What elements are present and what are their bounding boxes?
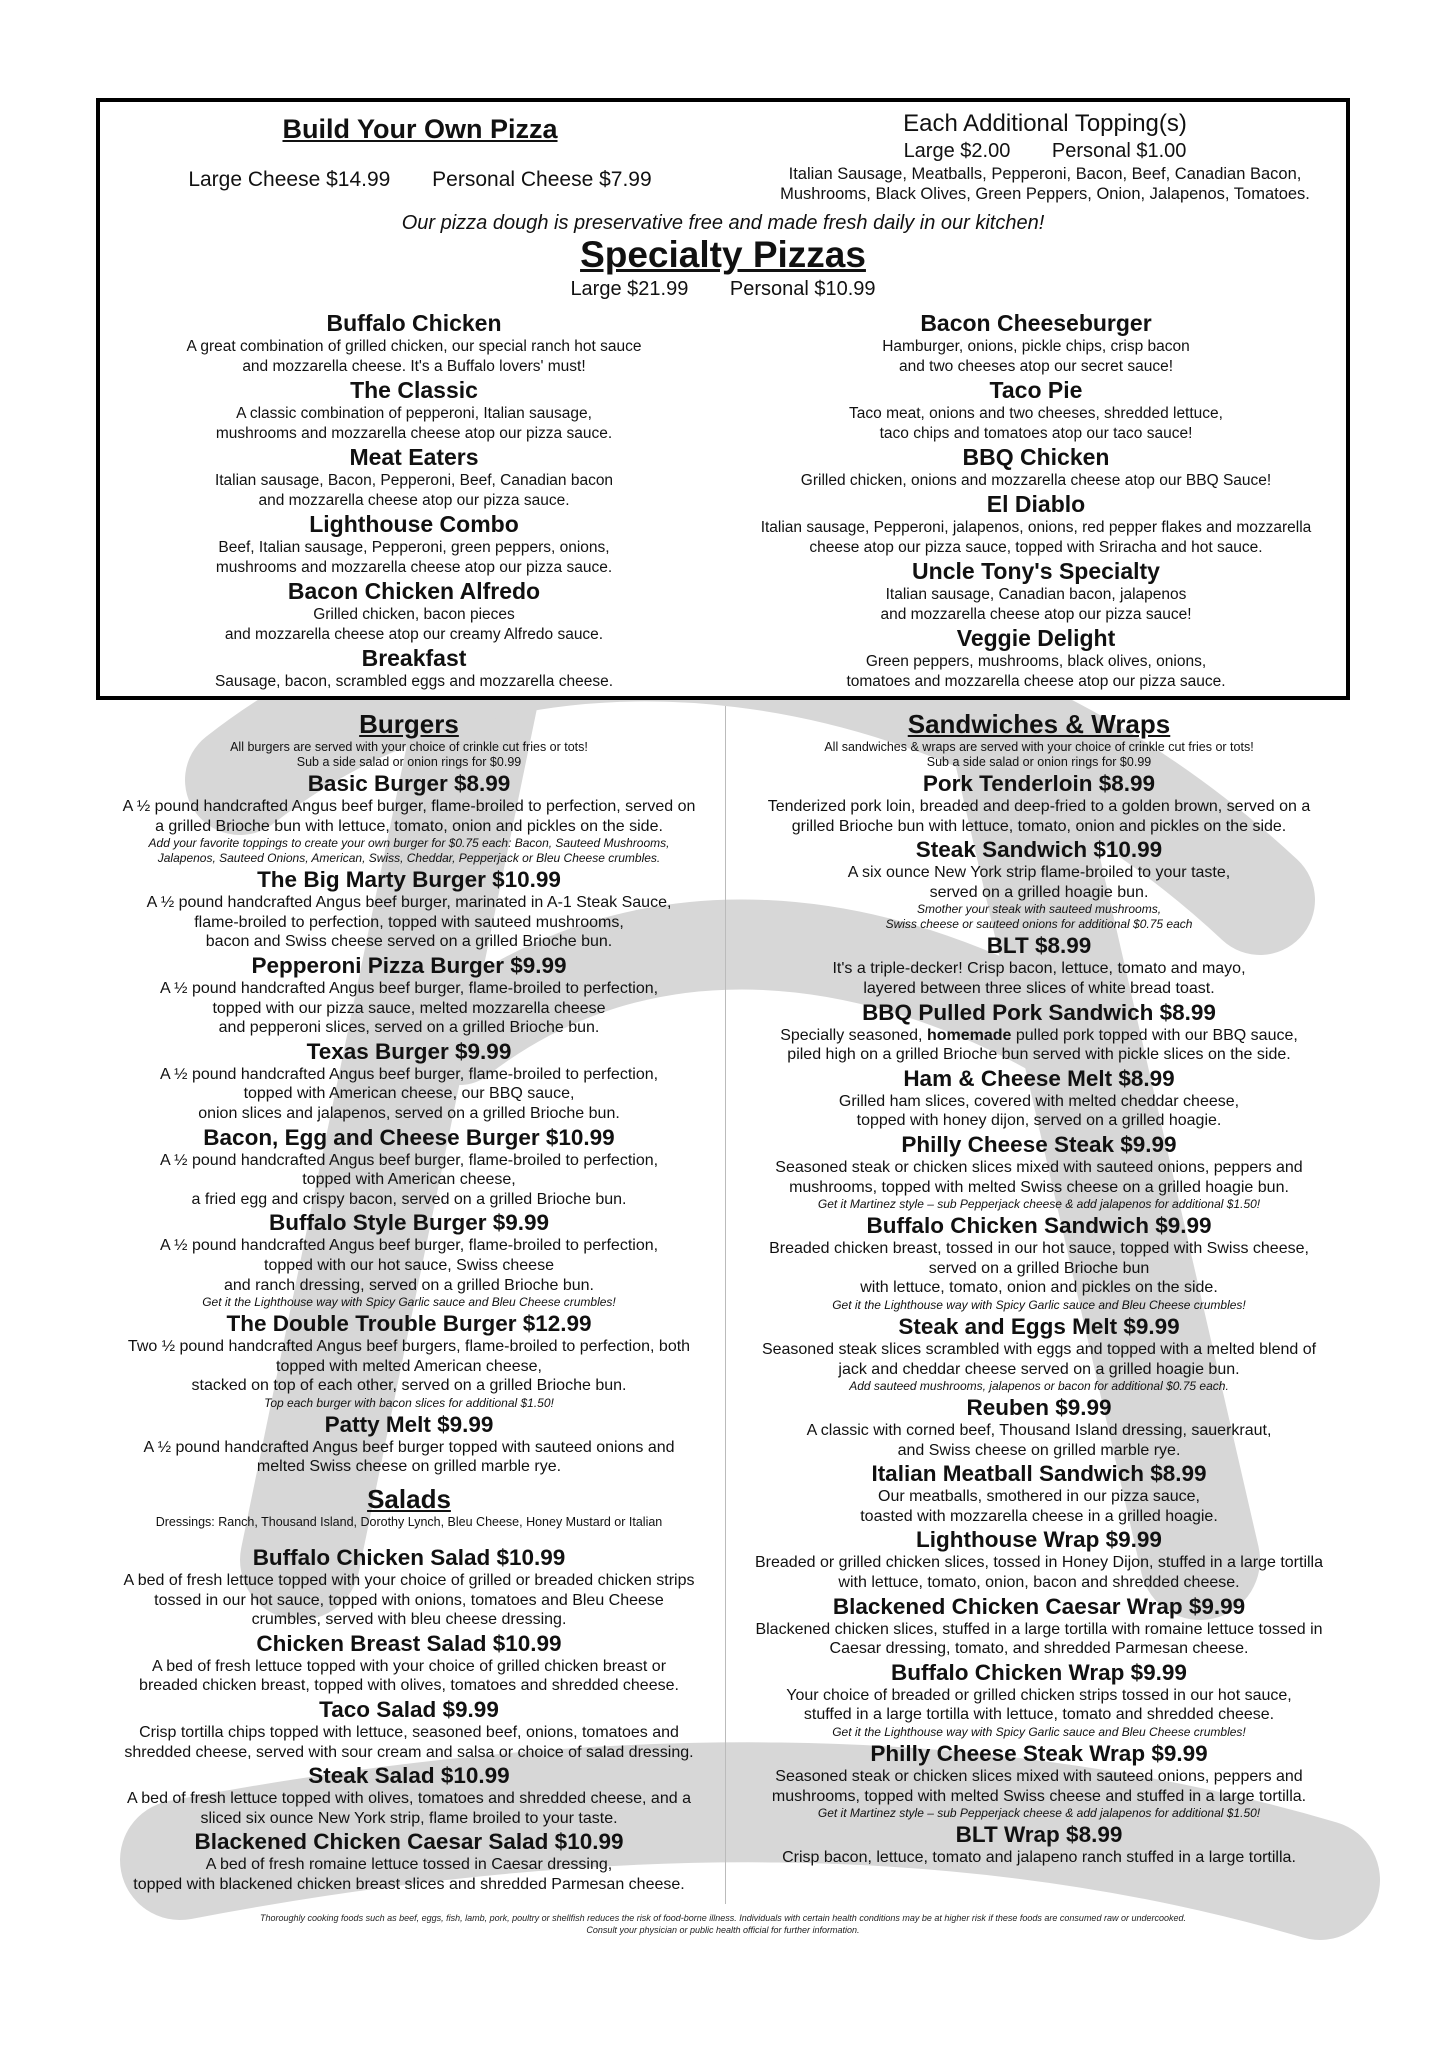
pizza-description: mushrooms and mozzarella cheese atop our pizza sauce. (215, 559, 613, 576)
menu-item (96, 1124, 722, 1210)
pizza-name: Taco Pie (989, 377, 1083, 403)
menu-item (96, 1544, 722, 1630)
specialty-pizza-item (730, 377, 1342, 444)
pizza-description: cheese atop our pizza sauce, topped with Sriracha and hot sauce. (809, 539, 1263, 556)
toppings-list (740, 164, 1350, 204)
item-description: topped with American cheese, our BBQ sauce, (243, 1085, 575, 1103)
pizza-description: Grilled chicken, bacon pieces (313, 606, 515, 623)
item-description: jack and cheddar cheese served on a grilled hoagie bun. (838, 1360, 1240, 1378)
item-name-price: The Big Marty Burger $10.99 (257, 867, 561, 893)
large-cheese-price: Large Cheese $14.99 (188, 168, 391, 191)
item-name-price: Texas Burger $9.99 (306, 1038, 512, 1064)
salads-title: Salads (367, 1484, 451, 1515)
pizza-description: Italian sausage, Bacon, Pepperoni, Beef, Canadian bacon (214, 472, 614, 489)
topping-large-price: Large $2.00 (903, 140, 1011, 162)
pizza-name: Bacon Chicken Alfredo (287, 578, 541, 604)
item-description: A bed of fresh romaine lettuce tossed in Caesar dressing, (205, 1856, 613, 1874)
item-name-price: Steak Salad $10.99 (308, 1763, 510, 1789)
menu-item (728, 1821, 1350, 1868)
item-description: A ½ pound handcrafted Angus beef burger, flame-broiled to perfection, (159, 1065, 659, 1083)
burgers-title: Burgers (359, 709, 459, 739)
item-name-price: Pork Tenderloin $8.99 (922, 771, 1156, 796)
pizza-description: Italian sausage, Canadian bacon, jalapenos (885, 586, 1187, 603)
item-name-price: Italian Meatball Sandwich $8.99 (871, 1461, 1207, 1487)
personal-cheese-price: Personal Cheese $7.99 (432, 168, 652, 191)
item-description: and ranch dressing, served on a grilled Brioche bun. (224, 1276, 594, 1294)
item-description: A six ounce New York strip flame-broiled to your taste, (847, 864, 1231, 882)
item-name-price: Buffalo Chicken Wrap $9.99 (891, 1659, 1187, 1685)
item-description: stacked on top of each other, served on a grilled Brioche bun. (191, 1377, 627, 1395)
menu-item (728, 770, 1350, 836)
item-name-price: Taco Salad $9.99 (319, 1697, 499, 1723)
item-description: stuffed in a large tortilla with lettuce, tomato and shredded cheese. (803, 1706, 1275, 1724)
item-description: piled high on a grilled Brioche bun served with pickle slices on the side. (787, 1046, 1291, 1064)
item-name-price: Basic Burger $8.99 (307, 771, 511, 796)
sandwich-list (728, 770, 1350, 1868)
item-description: A ½ pound handcrafted Angus beef burger, flame-broiled to perfection, served on (122, 798, 696, 815)
pizza-name: The Classic (350, 377, 478, 403)
item-description: Caesar dressing, tomato, and shredded Parmesan cheese. (829, 1640, 1249, 1658)
disclaimer-line: Consult your physician or public health official for further information. (586, 1925, 860, 1935)
menu-item (728, 836, 1350, 932)
item-description: A bed of fresh lettuce topped with olives, tomatoes and shredded cheese, and a (127, 1790, 691, 1808)
item-description: A bed of fresh lettuce topped with your choice of grilled chicken breast or (151, 1657, 667, 1675)
item-description: with lettuce, tomato, onion and pickles on the side. (860, 1279, 1218, 1297)
item-description: melted Swiss cheese on grilled marble rye. (256, 1458, 562, 1476)
item-description: mushrooms, topped with melted Swiss cheese on a grilled hoagie bun. (789, 1178, 1289, 1196)
specialty-pizza-item (730, 625, 1342, 692)
item-upgrade-note: Add sauteed mushrooms, jalapenos or bacon for additional $0.75 each. (849, 1379, 1229, 1394)
item-description: Crisp bacon, lettuce, tomato and jalapeno ranch stuffed in a large tortilla. (782, 1849, 1296, 1867)
burgers-note: Sub a side salad or onion rings for $0.99 (296, 755, 522, 769)
item-description: A classic with corned beef, Thousand Island dressing, sauerkraut, (806, 1422, 1272, 1440)
pizza-name: Meat Eaters (349, 444, 479, 470)
pizza-description: taco chips and tomatoes atop our taco sauce! (879, 425, 1193, 442)
food-safety-disclaimer (96, 1912, 1350, 1936)
specialty-pizza-item (730, 444, 1342, 491)
item-description: a fried egg and crispy bacon, served on a grilled Brioche bun. (191, 1190, 627, 1208)
item-description: tossed in our hot sauce, topped with onions, tomatoes and Bleu Cheese (154, 1591, 664, 1609)
specialty-pizzas-right-column (730, 310, 1342, 692)
pizza-description: A classic combination of pepperoni, Italian sausage, (236, 405, 592, 422)
item-description: It's a triple-decker! Crisp bacon, lettuce, tomato and mayo, (832, 960, 1246, 978)
item-name-price: Blackened Chicken Caesar Wrap $9.99 (832, 1593, 1246, 1619)
item-name-price: BLT Wrap $8.99 (955, 1822, 1123, 1848)
item-upgrade-note: Add your favorite toppings to create your own burger for $0.75 each: Bacon, Sauteed Mushrooms, (148, 836, 670, 851)
item-description: toasted with mozzarella cheese in a grilled hoagie. (860, 1507, 1218, 1525)
specialty-pizza-item (730, 310, 1342, 377)
salad-list (96, 1544, 722, 1895)
item-description: layered between three slices of white bread toast. (863, 979, 1215, 997)
item-name-price: Steak and Eggs Melt $9.99 (898, 1313, 1180, 1339)
pizza-name: Bacon Cheeseburger (920, 310, 1152, 336)
item-description: Seasoned steak or chicken slices mixed with sauteed onions, peppers and (775, 1158, 1303, 1176)
menu-item (96, 1411, 722, 1477)
menu-item (728, 1740, 1350, 1821)
menu-item (96, 1310, 722, 1411)
toppings-prices (740, 140, 1350, 163)
item-name-price: Bacon, Egg and Cheese Burger $10.99 (203, 1124, 615, 1150)
item-upgrade-note: Swiss cheese or sauteed onions for additional $0.75 each (885, 917, 1193, 932)
menu-item (96, 866, 722, 952)
column-divider (725, 706, 726, 1904)
item-description: a grilled Brioche bun with lettuce, tomato, onion and pickles on the side. (155, 817, 663, 835)
item-name-price: Blackened Chicken Caesar Salad $10.99 (194, 1829, 624, 1855)
left-column (96, 708, 722, 1895)
menu-item (96, 1209, 722, 1310)
item-description: topped with blackened chicken breast slices and shredded Parmesan cheese. (133, 1876, 685, 1893)
item-description: and pepperoni slices, served on a grilled Brioche bun. (218, 1019, 600, 1037)
item-description: flame-broiled to perfection, topped with sauteed mushrooms, (194, 913, 624, 931)
specialty-prices (100, 278, 1346, 301)
item-description: grilled Brioche bun with lettuce, tomato, onion and pickles on the side. (791, 817, 1287, 835)
specialty-pizza-item (730, 491, 1342, 558)
specialty-pizza-item (114, 511, 714, 578)
toppings-list-line: Mushrooms, Black Olives, Green Peppers, Onion, Jalapenos, Tomatoes. (780, 185, 1310, 203)
specialty-large-price: Large $21.99 (570, 278, 689, 300)
pizza-description: Green peppers, mushrooms, black olives, onions, (865, 653, 1207, 670)
item-name-price: Philly Cheese Steak $9.99 (901, 1131, 1177, 1157)
item-description: mushrooms, topped with melted Swiss cheese and stuffed in a large tortilla. (771, 1787, 1307, 1805)
sandwiches-wraps-title: Sandwiches & Wraps (907, 709, 1171, 739)
pizza-description: tomatoes and mozzarella cheese atop our pizza sauce. (846, 673, 1226, 690)
item-name-price: The Double Trouble Burger $12.99 (226, 1311, 592, 1337)
item-description: Tenderized pork loin, breaded and deep-fried to a golden brown, served on a (767, 798, 1311, 815)
item-name-price: Chicken Breast Salad $10.99 (256, 1630, 562, 1656)
menu-item (96, 1630, 722, 1696)
toppings-title: Each Additional Topping(s) (903, 110, 1187, 137)
item-description: A ½ pound handcrafted Angus beef burger, flame-broiled to perfection, (159, 979, 659, 997)
pizza-description: and mozzarella cheese. It's a Buffalo lovers' must! (242, 358, 586, 375)
item-name-price: Buffalo Chicken Salad $10.99 (252, 1545, 566, 1571)
item-name-price: Buffalo Style Burger $9.99 (268, 1210, 550, 1236)
sandwiches-note: Sub a side salad or onion rings for $0.99 (926, 755, 1152, 769)
item-description: sliced six ounce New York strip, flame broiled to your taste. (200, 1809, 618, 1827)
item-description: served on a grilled hoagie bun. (929, 883, 1149, 901)
pizza-description: Beef, Italian sausage, Pepperoni, green peppers, onions, (218, 539, 610, 556)
pizza-name: Uncle Tony's Specialty (912, 558, 1160, 584)
item-description: topped with melted American cheese, (276, 1357, 542, 1375)
item-description: served on a grilled Brioche bun (928, 1259, 1150, 1277)
item-description: bacon and Swiss cheese served on a grilled Brioche bun. (205, 933, 613, 951)
menu-item (728, 1460, 1350, 1526)
item-description: Blackened chicken slices, stuffed in a large tortilla with romaine lettuce tossed in (755, 1620, 1323, 1638)
build-your-own-title: Build Your Own Pizza (282, 114, 558, 144)
item-description: Crisp tortilla chips topped with lettuce, seasoned beef, onions, tomatoes and (139, 1724, 679, 1742)
pizza-description: Sausage, bacon, scrambled eggs and mozzarella cheese. (214, 673, 614, 690)
item-description: Specially seasoned, homemade pulled pork topped with our BBQ sauce, (780, 1026, 1298, 1044)
pizza-description: Taco meat, onions and two cheeses, shredded lettuce, (849, 405, 1223, 422)
item-name-price: Philly Cheese Steak Wrap $9.99 (870, 1741, 1208, 1767)
build-your-own-prices (100, 168, 740, 192)
item-description: A ½ pound handcrafted Angus beef burger, flame-broiled to perfection, (159, 1151, 659, 1169)
menu-item (96, 952, 722, 1038)
item-upgrade-note: Top each burger with bacon slices for additional $1.50! (264, 1395, 554, 1410)
menu-item (728, 1526, 1350, 1592)
item-name-price: Lighthouse Wrap $9.99 (916, 1527, 1162, 1553)
item-name-price: BLT $8.99 (986, 933, 1092, 959)
item-description: A ½ pound handcrafted Angus beef burger, marinated in A-1 Steak Sauce, (146, 894, 672, 912)
pizza-description: and mozzarella cheese atop our pizza sauce. (258, 492, 570, 509)
item-upgrade-note: Get it Martinez style – sub Pepperjack cheese & add jalapenos for additional $1.50! (817, 1197, 1261, 1212)
pizza-description: Italian sausage, Pepperoni, jalapenos, onions, red pepper flakes and mozzarella (760, 519, 1312, 536)
specialty-pizza-item (114, 377, 714, 444)
item-description: Seasoned steak slices scrambled with eggs and topped with a melted blend of (761, 1340, 1317, 1358)
item-description: Breaded chicken breast, tossed in our hot sauce, topped with Swiss cheese, (769, 1240, 1309, 1258)
disclaimer-line: Thoroughly cooking foods such as beef, eggs, fish, lamb, pork, poultry or shellfish reduces the risk of food-borne illness. Individuals with certain health conditions may be at higher risk if these foods are consumed raw or undercooked. (260, 1913, 1186, 1923)
pizza-description: Grilled chicken, onions and mozzarella cheese atop our BBQ Sauce! (800, 472, 1272, 489)
pizza-section-box (96, 98, 1350, 700)
item-description: topped with our pizza sauce, melted mozzarella cheese (212, 999, 606, 1017)
specialty-pizza-item (114, 310, 714, 377)
item-description: topped with American cheese, (302, 1171, 516, 1189)
pizza-description: and mozzarella cheese atop our creamy Alfredo sauce. (224, 626, 604, 643)
item-description: shredded cheese, served with sour cream and salsa or choice of salad dressing. (124, 1743, 694, 1761)
item-upgrade-note: Jalapenos, Sauteed Onions, American, Swiss, Cheddar, Pepperjack or Bleu Cheese crumbles. (157, 851, 661, 866)
item-name-price: Steak Sandwich $10.99 (915, 837, 1163, 863)
specialty-pizza-item (114, 444, 714, 511)
item-description: breaded chicken breast, topped with olives, tomatoes and shredded cheese. (139, 1677, 679, 1695)
item-description: Grilled ham slices, covered with melted cheddar cheese, (838, 1092, 1240, 1110)
menu-item (96, 770, 722, 866)
item-description: topped with honey dijon, served on a grilled hoagie. (856, 1112, 1222, 1130)
menu-item (728, 1394, 1350, 1460)
pizza-description: and two cheeses atop our secret sauce! (899, 358, 1173, 375)
item-description: A ½ pound handcrafted Angus beef burger topped with sauteed onions and (143, 1438, 675, 1456)
toppings-list-line: Italian Sausage, Meatballs, Pepperoni, Bacon, Beef, Canadian Bacon, (788, 165, 1302, 183)
item-description: and Swiss cheese on grilled marble rye. (897, 1441, 1181, 1459)
menu-item (728, 1065, 1350, 1131)
item-description: Your choice of breaded or grilled chicken strips tossed in our hot sauce, (786, 1686, 1292, 1704)
menu-item (96, 1828, 722, 1894)
pizza-description: Hamburger, onions, pickle chips, crisp bacon (882, 338, 1190, 355)
item-description: A bed of fresh lettuce topped with your choice of grilled or breaded chicken strips (123, 1572, 695, 1590)
dough-note: Our pizza dough is preservative free and made fresh daily in our kitchen! (401, 212, 1045, 234)
pizza-name: El Diablo (986, 491, 1086, 517)
specialty-pizza-item (114, 645, 714, 692)
topping-personal-price: Personal $1.00 (1051, 140, 1187, 162)
menu-item (728, 1659, 1350, 1740)
menu-item (728, 1593, 1350, 1659)
item-upgrade-note: Get it the Lighthouse way with Spicy Garlic sauce and Bleu Cheese crumbles! (832, 1297, 1246, 1312)
item-name-price: Buffalo Chicken Sandwich $9.99 (866, 1213, 1212, 1239)
specialty-pizza-item (114, 578, 714, 645)
pizza-description: and mozzarella cheese atop our pizza sauce! (880, 606, 1192, 623)
pizza-name: Lighthouse Combo (309, 511, 519, 537)
item-upgrade-note: Get it the Lighthouse way with Spicy Garlic sauce and Bleu Cheese crumbles! (832, 1725, 1246, 1740)
item-name-price: BBQ Pulled Pork Sandwich $8.99 (862, 999, 1216, 1025)
item-description: crumbles, served with bleu cheese dressing. (251, 1611, 567, 1629)
item-description: onion slices and jalapenos, served on a grilled Brioche bun. (198, 1104, 620, 1122)
specialty-pizzas-left-column (114, 310, 714, 692)
salads-dressings-note: Dressings: Ranch, Thousand Island, Dorothy Lynch, Bleu Cheese, Honey Mustard or Italian (155, 1515, 663, 1530)
item-description: Breaded or grilled chicken slices, tossed in Honey Dijon, stuffed in a large tortilla (755, 1554, 1323, 1572)
item-description: topped with our hot sauce, Swiss cheese (264, 1256, 554, 1274)
burger-list (96, 770, 722, 1477)
menu-item (728, 1212, 1350, 1313)
item-description: Two ½ pound handcrafted Angus beef burgers, flame-broiled to perfection, both (127, 1338, 691, 1356)
sandwiches-note: All sandwiches & wraps are served with your choice of crinkle cut fries or tots! (824, 740, 1254, 754)
item-upgrade-note: Smother your steak with sauteed mushrooms, (916, 902, 1162, 917)
specialty-pizza-item (730, 558, 1342, 625)
item-name-price: Reuben $9.99 (966, 1395, 1112, 1421)
menu-item (728, 1313, 1350, 1394)
menu-item (96, 1762, 722, 1828)
item-upgrade-note: Get it Martinez style – sub Pepperjack cheese & add jalapenos for additional $1.50! (817, 1806, 1261, 1821)
menu-item (728, 999, 1350, 1065)
item-name-price: Pepperoni Pizza Burger $9.99 (251, 952, 567, 978)
item-name-price: Ham & Cheese Melt $8.99 (903, 1065, 1175, 1091)
menu-item (96, 1696, 722, 1762)
item-description: Our meatballs, smothered in our pizza sauce, (878, 1488, 1200, 1506)
pizza-name: Breakfast (361, 645, 467, 671)
burgers-note: All burgers are served with your choice of crinkle cut fries or tots! (230, 740, 588, 754)
item-description: Seasoned steak or chicken slices mixed with sauteed onions, peppers and (775, 1768, 1303, 1786)
pizza-name: Buffalo Chicken (326, 310, 502, 336)
right-column (728, 708, 1350, 1868)
item-name-price: Patty Melt $9.99 (324, 1411, 494, 1437)
menu-item (728, 1131, 1350, 1212)
item-description: A ½ pound handcrafted Angus beef burger, flame-broiled to perfection, (159, 1237, 659, 1255)
pizza-name: BBQ Chicken (962, 444, 1110, 470)
pizza-name: Veggie Delight (956, 625, 1116, 651)
pizza-description: A great combination of grilled chicken, our special ranch hot sauce (186, 338, 642, 355)
menu-item (96, 1038, 722, 1124)
item-upgrade-note: Get it the Lighthouse way with Spicy Garlic sauce and Bleu Cheese crumbles! (202, 1295, 616, 1310)
item-description: with lettuce, tomato, onion, bacon and shredded cheese. (838, 1574, 1240, 1592)
menu-item (728, 932, 1350, 998)
specialty-pizzas-title: Specialty Pizzas (580, 234, 866, 275)
specialty-personal-price: Personal $10.99 (729, 278, 876, 300)
pizza-description: mushrooms and mozzarella cheese atop our pizza sauce. (215, 425, 613, 442)
